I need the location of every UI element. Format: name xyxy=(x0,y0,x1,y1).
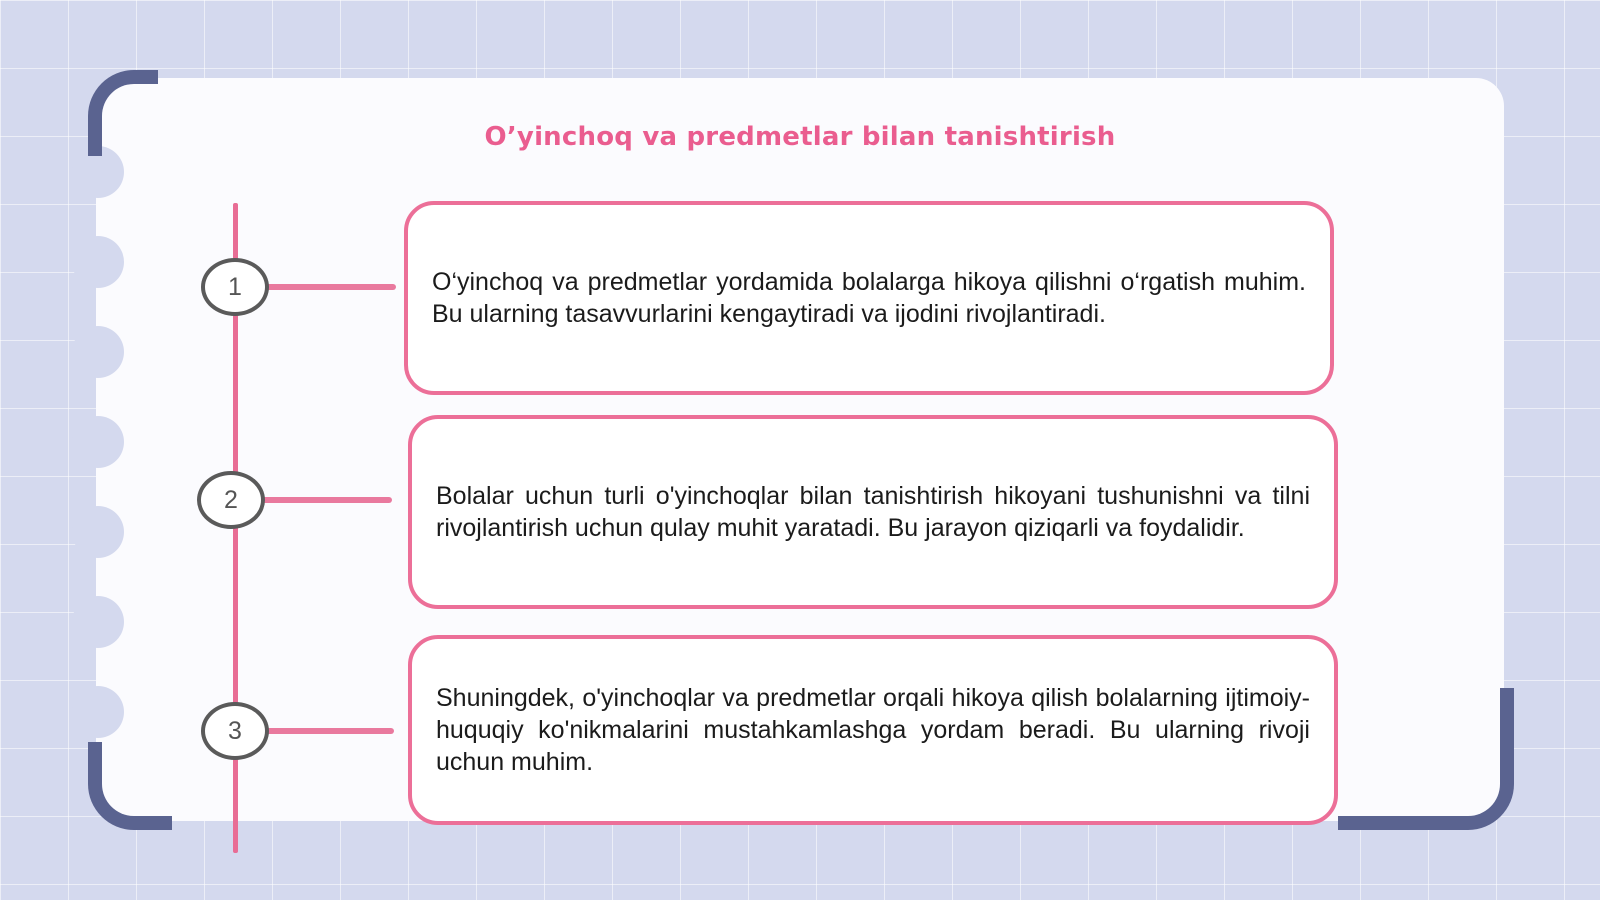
step-1-card xyxy=(404,201,1334,395)
paper-scallop xyxy=(72,416,124,468)
paper-scallop xyxy=(72,326,124,378)
step-2-connector xyxy=(258,497,392,503)
step-1-connector xyxy=(262,284,396,290)
step-3-card xyxy=(408,635,1338,825)
step-2-text: Bolalar uchun turli o'yinchoqlar bilan tanishtirish hikoyani tushunishni va tilni rivojlantirish uchun qulay muhit yaratadi. Bu jarayon qiziqarli va foydalidir. xyxy=(436,482,1310,542)
step-3-number-badge: 3 xyxy=(201,702,269,760)
paper-scallop xyxy=(72,506,124,558)
step-3-text: Shuningdek, o'yinchoqlar va predmetlar orqali hikoya qilish bolalarning ijtimoiy-huquqiy ko'nikmalarini mustahkamlashga yordam beradi. Bu ularning rivoji uchun muhim. xyxy=(436,684,1310,776)
paper-scallop xyxy=(72,596,124,648)
step-1-text: O‘yinchoq va predmetlar yordamida bolalarga hikoya qilishni o‘rgatish muhim. Bu ularning tasavvurlarini kengaytiradi va ijodini rivojlantiradi. xyxy=(432,268,1306,328)
step-1-number-badge: 1 xyxy=(201,258,269,316)
paper-scallop xyxy=(72,686,124,738)
step-2-number-badge: 2 xyxy=(197,471,265,529)
corner-bracket-bottom-left xyxy=(88,742,172,830)
slide-title: O’yinchoq va predmetlar bilan tanishtirish xyxy=(484,122,1116,152)
paper-scallop xyxy=(72,236,124,288)
step-2-card xyxy=(408,415,1338,609)
corner-bracket-bottom-right xyxy=(1338,688,1514,830)
step-3-connector xyxy=(262,728,394,734)
